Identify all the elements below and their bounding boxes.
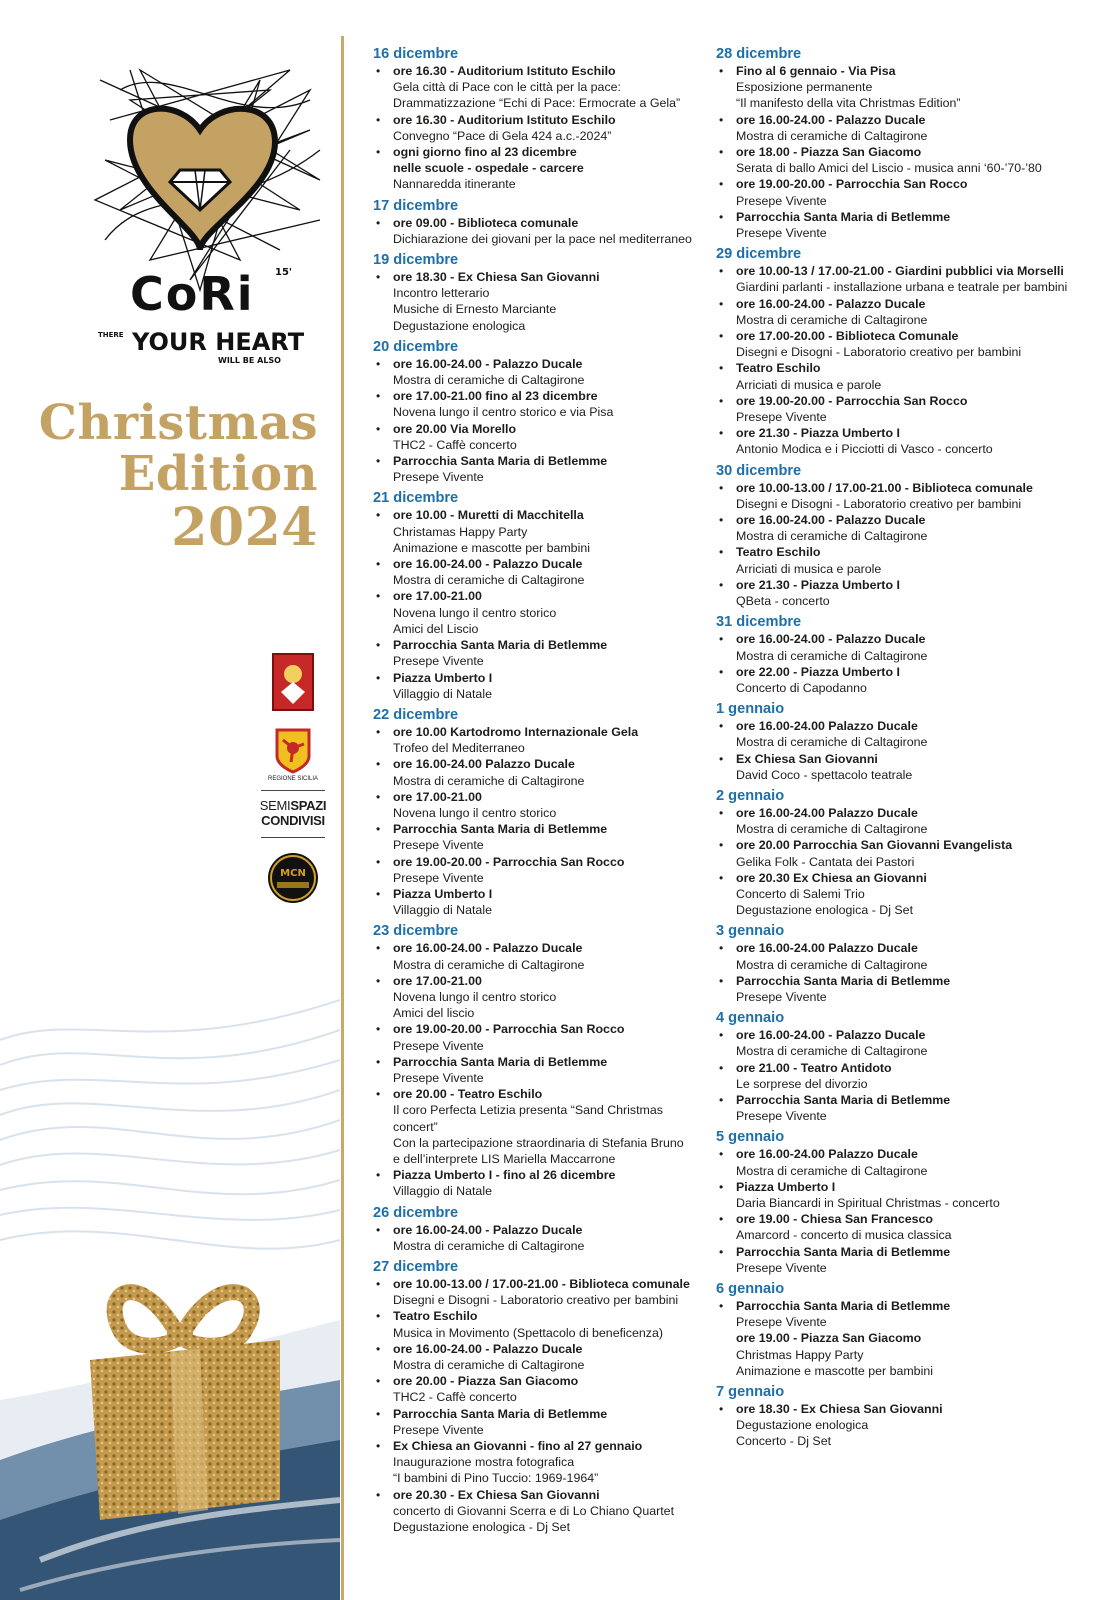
day-block [716,701,1086,783]
event-heading: • ore 21.30 - Piazza Umberto I [736,577,900,592]
event-detail: Mostra di ceramiche di Caltagirone [393,773,585,788]
day-heading: 22 dicembre [373,706,459,723]
event-detail: Concerto di Capodanno [736,680,867,695]
event-item [373,886,709,918]
day-heading: 30 dicembre [716,462,802,479]
event-item [716,1092,1086,1124]
event-item [373,1086,709,1167]
day-heading: 1 gennaio [716,701,785,718]
day-heading: 20 dicembre [373,338,459,355]
event-detail: Christamas Happy Party [393,524,528,539]
event-detail: Concerto - Dj Set [736,1434,832,1449]
event-heading: • ore 20.30 Ex Chiesa an Giovanni [736,870,927,885]
event-detail: Musica in Movimento (Spettacolo di beneficenza) [393,1325,663,1340]
event-detail: Serata di ballo Amici del Liscio - musica anni ‘60-’70-’80 [736,161,1042,176]
event-detail: Presepe Vivente [393,1038,484,1053]
event-item [716,837,1086,869]
event-item [716,1244,1086,1276]
event-detail: Villaggio di Natale [393,686,492,701]
event-item [373,1373,709,1405]
day-block [716,1384,1086,1450]
event-heading: • ore 20.00 Via Morello [393,421,517,436]
event-heading: • ore 16.00-24.00 - Palazzo Ducale [393,356,583,371]
event-item [716,1401,1086,1450]
event-detail: Mostra di ceramiche di Caltagirone [736,648,928,663]
event-heading: • ore 16.00-24.00 - Palazzo Ducale [393,557,583,572]
day-heading: 21 dicembre [373,490,459,507]
day-heading: 7 gennaio [716,1384,785,1401]
event-item [716,870,1086,919]
event-heading: • ore 20.00 Parrocchia San Giovanni Evangelista [736,838,1013,853]
svg-text:MCN: MCN [280,867,306,879]
event-heading: • ore 16.00-24.00 - Palazzo Ducale [393,1222,583,1237]
event-heading: • ore 19.00-20.00 - Parrocchia San Rocco [736,393,968,408]
svg-text:YOUR HEART: YOUR HEART [132,328,305,356]
svg-text:CoRi: CoRi [130,267,255,321]
partner-divider [261,837,325,838]
day-block [716,1129,1086,1276]
event-detail: Mostra di ceramiche di Caltagirone [393,1358,585,1373]
event-detail: Il coro Perfecta Letizia presenta “Sand Christmas concert” [393,1103,663,1134]
event-detail: Animazione e mascotte per bambini [393,540,590,555]
event-heading: • ore 18.00 - Piazza San Giacomo [736,145,922,160]
day-heading: 16 dicembre [373,46,459,62]
event-detail: Novena lungo il centro storico [393,605,557,620]
event-item [716,1179,1086,1211]
event-heading: • ore 16.00-24.00 Palazzo Ducale [736,941,918,956]
day-block [716,1281,1086,1379]
event-detail: Inaugurazione mostra fotografica [393,1455,575,1470]
event-heading: • ore 16.30 - Auditorium Istituto Eschilo [393,112,616,127]
event-item [716,263,1086,295]
event-item [716,512,1086,544]
event-item [373,1276,709,1308]
partner-divider [261,790,325,791]
event-heading: • ore 17.00-21.00 [393,789,482,804]
event-heading: • ore 10.00-13.00 / 17.00-21.00 - Biblioteca comunale [393,1277,690,1291]
event-heading: • ore 20.00 - Piazza San Giacomo [393,1374,579,1389]
event-item [373,1054,709,1086]
event-detail: Presepe Vivente [393,838,484,853]
event-heading: • Fino al 6 gennaio - Via Pisa [736,64,896,78]
day-heading: 2 gennaio [716,787,785,804]
event-detail: Degustazione enologica [393,318,526,333]
event-item [716,631,1086,663]
svg-text:THERE: THERE [98,331,124,339]
event-heading: • Ex Chiesa an Giovanni - fino al 27 gennaio [393,1439,643,1454]
event-detail: Mostra di ceramiche di Caltagirone [393,957,585,972]
event-item [716,480,1086,512]
event-detail: Amici del Liscio [393,621,479,636]
event-item [373,1438,709,1487]
event-detail: Arriciati di musica e parole [736,561,882,576]
event-heading: • ore 10.00-13.00 / 17.00-21.00 - Biblioteca comunale [736,480,1033,495]
event-detail: Presepe Vivente [393,1422,484,1437]
day-block [373,252,709,334]
event-item [373,112,709,144]
event-item [716,360,1086,392]
event-item [373,854,709,886]
event-item [373,356,709,388]
event-heading: • ore 21.00 - Teatro Antidoto [736,1060,892,1075]
event-heading: • ore 16.00-24.00 Palazzo Ducale [393,757,575,772]
event-item [716,1060,1086,1092]
event-detail: Disegni e Disogni - Laboratorio creativo per bambini [736,345,1022,360]
event-item [373,1021,709,1053]
day-block [373,923,709,1199]
event-detail: Nannaredda itinerante [393,177,516,192]
event-heading: • ore 16.00-24.00 Palazzo Ducale [736,1147,918,1162]
event-heading: • ore 20.30 - Ex Chiesa San Giovanni [393,1487,600,1502]
event-detail: Disegni e Disogni - Laboratorio creativo per bambini [393,1293,679,1308]
title-line-2: Edition [118,445,318,502]
event-detail: Novena lungo il centro storico [393,805,557,820]
event-heading: • ore 16.00-24.00 - Palazzo Ducale [736,296,926,311]
event-detail: Mostra di ceramiche di Caltagirone [393,1238,585,1253]
day-heading: 5 gennaio [716,1129,785,1146]
event-detail: Con la partecipazione straordinaria di Stefania Bruno [393,1135,684,1150]
event-item [373,637,709,669]
event-heading: • Teatro Eschilo [736,545,821,560]
event-detail: Mostra di ceramiche di Caltagirone [736,128,928,143]
event-heading: • ore 16.00-24.00 Palazzo Ducale [736,805,918,820]
event-detail: Presepe Vivente [393,870,484,885]
event-detail: Mostra di ceramiche di Caltagirone [393,373,585,388]
event-detail: Presepe Vivente [736,1109,827,1124]
gift-box-icon [80,1270,280,1530]
event-detail: e dell’interprete LIS Mariella Maccarrone [393,1151,616,1166]
event-detail: Degustazione enologica [736,1418,869,1433]
event-detail: QBeta - concerto [736,594,830,609]
day-heading: 27 dicembre [373,1259,459,1275]
event-heading: • ore 16.00-24.00 Palazzo Ducale [736,719,918,734]
event-heading: • ore 19.00-20.00 - Parrocchia San Rocco [393,1022,625,1037]
event-detail: Drammatizzazione “Echi di Pace: Ermocrate a Gela” [393,96,681,111]
event-heading: • ore 16.00-24.00 - Palazzo Ducale [736,112,926,127]
event-item [373,63,709,112]
event-heading: • ore 17.00-21.00 fino al 23 dicembre [393,389,598,404]
event-heading: • Parrocchia Santa Maria di Betlemme [736,1244,951,1259]
title-line-1: Christmas [38,395,318,451]
regione-label: REGIONE SICILIA [267,776,318,782]
event-detail: Villaggio di Natale [393,1184,492,1199]
event-item [373,821,709,853]
event-detail: Giardini parlanti - installazione urbana e teatrale per bambini [736,280,1068,295]
event-heading: • Piazza Umberto I [393,886,493,901]
event-detail: Degustazione enologica - Dj Set [393,1520,571,1535]
event-detail: Mostra di ceramiche di Caltagirone [736,312,928,327]
event-detail: Dichiarazione dei giovani per la pace nel mediterraneo [393,231,692,246]
event-item [373,556,709,588]
event-detail: “Il manifesto della vita Christmas Edition” [736,96,961,111]
day-block [716,46,1086,241]
event-heading: • ore 17.00-20.00 - Biblioteca Comunale [736,329,959,344]
event-detail: Musiche di Ernesto Marciante [393,302,557,317]
event-detail: Trofeo del Mediterraneo [393,741,525,756]
event-detail: Animazione e mascotte per bambini [736,1363,933,1378]
event-detail: Antonio Modica e i Picciotti di Vasco - concerto [736,442,993,457]
event-detail: Mostra di ceramiche di Caltagirone [736,822,928,837]
event-item [716,940,1086,972]
day-block [373,198,709,247]
event-item [716,1027,1086,1059]
event-item [716,664,1086,696]
event-heading: • Parrocchia Santa Maria di Betlemme [393,1054,608,1069]
event-heading: • ore 09.00 - Biblioteca comunale [393,215,579,230]
event-heading: • Piazza Umberto I [736,1179,836,1194]
event-detail: Amarcord - concerto di musica classica [736,1228,952,1243]
event-detail: David Coco - spettacolo teatrale [736,767,913,782]
event-detail: Degustazione enologica - Dj Set [736,903,914,918]
semispazi-logo: SEMISPAZI CONDIVISI [259,798,327,828]
event-detail: Presepe Vivente [736,410,827,425]
event-item [716,328,1086,360]
event-heading: • Parrocchia Santa Maria di Betlemme [736,209,951,224]
event-detail: Presepe Vivente [393,1070,484,1085]
partner-logos [258,652,328,904]
event-heading: • Parrocchia Santa Maria di Betlemme [393,1406,608,1421]
cori-logo [90,60,330,380]
event-item [373,453,709,485]
event-heading: • ore 19.00-20.00 - Parrocchia San Rocco [736,177,968,192]
event-detail: Christmas Happy Party [736,1347,864,1362]
event-heading: • ore 18.30 - Ex Chiesa San Giovanni [393,270,600,285]
day-heading: 6 gennaio [716,1281,785,1297]
event-title [20,395,318,558]
event-item [716,718,1086,750]
event-detail: Incontro letterario [393,286,490,301]
day-block [373,707,709,918]
event-item [716,112,1086,144]
event-detail: Presepe Vivente [393,654,484,669]
day-heading: 23 dicembre [373,923,459,940]
regione-sicilia-icon [273,728,313,774]
event-detail: Mostra di ceramiche di Caltagirone [393,573,585,588]
day-block [716,1010,1086,1124]
program-column-right [716,46,1086,1455]
event-detail: Presepe Vivente [736,989,827,1004]
event-heading: • ore 16.30 - Auditorium Istituto Eschilo [393,64,616,78]
event-item [716,751,1086,783]
event-item [716,544,1086,576]
event-heading: • ore 22.00 - Piazza Umberto I [736,664,900,679]
event-detail: THC2 - Caffè concerto [393,437,517,452]
event-item [373,388,709,420]
event-item [716,425,1086,457]
event-detail: THC2 - Caffè concerto [393,1390,517,1405]
event-item [373,1308,709,1340]
mcn-badge-icon [267,852,319,904]
event-heading: • ore 10.00 - Muretti di Macchitella [393,508,584,523]
event-item [373,1487,709,1536]
event-item [373,269,709,334]
event-detail: Presepe Vivente [393,470,484,485]
event-detail: Mostra di ceramiche di Caltagirone [736,1044,928,1059]
event-item [373,215,709,247]
day-heading: 31 dicembre [716,614,802,631]
event-item [373,756,709,788]
event-heading: • Parrocchia Santa Maria di Betlemme [736,973,951,988]
event-item [373,789,709,821]
event-item [716,1146,1086,1178]
day-heading: 3 gennaio [716,923,785,940]
event-detail: Arriciati di musica e parole [736,377,882,392]
event-heading: • ore 17.00-21.00 [393,589,482,604]
event-item [373,724,709,756]
event-item [716,973,1086,1005]
event-detail: Gelika Folk - Cantata dei Pastori [736,854,915,869]
event-item [716,1298,1086,1379]
event-detail: Villaggio di Natale [393,903,492,918]
event-detail: Esposizione permanente [736,80,873,95]
event-heading: • Parrocchia Santa Maria di Betlemme [736,1299,951,1313]
title-year: 2024 [171,496,318,558]
event-heading: • ore 10.00 Kartodromo Internazionale Gela [393,724,639,739]
day-block [716,463,1086,610]
event-heading: • Piazza Umberto I - fino al 26 dicembre [393,1168,616,1183]
event-heading: ore 19.00 - Piazza San Giacomo [736,1331,922,1346]
day-block [373,339,709,486]
day-block [716,788,1086,918]
event-item [373,421,709,453]
event-item [373,940,709,972]
event-item [373,1167,709,1199]
event-heading: • ore 17.00-21.00 [393,973,482,988]
event-item [373,588,709,637]
event-heading: • ore 10.00-13 / 17.00-21.00 - Giardini pubblici via Morselli [736,264,1064,279]
day-block [716,246,1086,457]
event-heading: nelle scuole - ospedale - carcere [393,161,584,176]
event-detail: Presepe Vivente [736,1260,827,1275]
event-detail: Presepe Vivente [736,226,827,241]
event-item [716,577,1086,609]
event-detail: Daria Biancardi in Spiritual Christmas - concerto [736,1195,1000,1210]
event-item [373,144,709,193]
day-heading: 4 gennaio [716,1010,785,1027]
day-block [373,1205,709,1254]
event-heading: • ogni giorno fino al 23 dicembre [393,145,577,160]
city-crest-icon [271,652,315,712]
event-heading: • Teatro Eschilo [393,1309,478,1324]
event-item [716,209,1086,241]
event-detail: Presepe Vivente [736,1315,827,1330]
event-item [716,393,1086,425]
program-column-left [373,46,709,1540]
day-block [373,46,709,193]
day-block [716,923,1086,1005]
day-heading: 17 dicembre [373,197,459,214]
event-heading: • ore 16.00-24.00 - Palazzo Ducale [736,1028,926,1043]
day-heading: 19 dicembre [373,252,459,269]
event-subitem [736,1330,1086,1379]
event-detail: “I bambini di Pino Tuccio: 1969-1964” [393,1471,599,1486]
event-item [373,507,709,556]
event-heading: • Parrocchia Santa Maria di Betlemme [736,1092,951,1107]
event-item [373,1222,709,1254]
event-heading: • ore 20.00 - Teatro Eschilo [393,1087,543,1102]
event-item [716,63,1086,112]
event-detail: concerto di Giovanni Scerra e di Lo Chiano Quartet [393,1503,675,1518]
event-detail: Mostra di ceramiche di Caltagirone [736,957,928,972]
event-heading: • Parrocchia Santa Maria di Betlemme [393,822,608,837]
event-heading: • Ex Chiesa San Giovanni [736,751,878,766]
event-heading: • Parrocchia Santa Maria di Betlemme [393,454,608,469]
event-detail: Presepe Vivente [736,193,827,208]
event-heading: • ore 18.30 - Ex Chiesa San Giovanni [736,1402,943,1417]
event-detail: Novena lungo il centro storico [393,989,557,1004]
event-item [716,296,1086,328]
day-block [373,490,709,701]
event-detail: Convegno “Pace di Gela 424 a.c.-2024” [393,128,612,143]
day-block [373,1259,709,1535]
event-detail: Mostra di ceramiche di Caltagirone [736,1163,928,1178]
event-heading: • Piazza Umberto I [393,670,493,685]
event-heading: • ore 16.00-24.00 - Palazzo Ducale [736,513,926,528]
event-detail: Le sorprese del divorzio [736,1076,868,1091]
event-heading: • ore 16.00-24.00 - Palazzo Ducale [393,941,583,956]
event-heading: • ore 19.00 - Chiesa San Francesco [736,1212,933,1227]
event-detail: Mostra di ceramiche di Caltagirone [736,735,928,750]
event-item [716,176,1086,208]
event-detail: Mostra di ceramiche di Caltagirone [736,529,928,544]
event-heading: • ore 19.00-20.00 - Parrocchia San Rocco [393,854,625,869]
event-heading: • Parrocchia Santa Maria di Betlemme [393,638,608,653]
event-item [373,670,709,702]
event-detail: Amici del liscio [393,1006,475,1021]
event-item [716,1211,1086,1243]
day-block [716,614,1086,696]
event-detail: Novena lungo il centro storico e via Pisa [393,405,614,420]
event-heading: • ore 21.30 - Piazza Umberto I [736,426,900,441]
event-item [373,973,709,1022]
svg-text:WILL BE ALSO: WILL BE ALSO [218,356,281,365]
event-item [716,805,1086,837]
svg-text:15': 15' [275,267,292,278]
day-heading: 28 dicembre [716,46,802,62]
event-detail: Concerto di Salemi Trio [736,886,865,901]
day-heading: 29 dicembre [716,246,802,263]
vertical-divider [341,36,344,1600]
event-detail: Gela città di Pace con le città per la pace: [393,80,621,95]
day-heading: 26 dicembre [373,1204,459,1221]
event-heading: • ore 16.00-24.00 - Palazzo Ducale [393,1341,583,1356]
event-item [373,1341,709,1373]
event-detail: Disegni e Disogni - Laboratorio creativo per bambini [736,496,1022,511]
event-heading: • Teatro Eschilo [736,361,821,376]
event-item [373,1406,709,1438]
event-heading: • ore 16.00-24.00 - Palazzo Ducale [736,632,926,647]
event-item [716,144,1086,176]
